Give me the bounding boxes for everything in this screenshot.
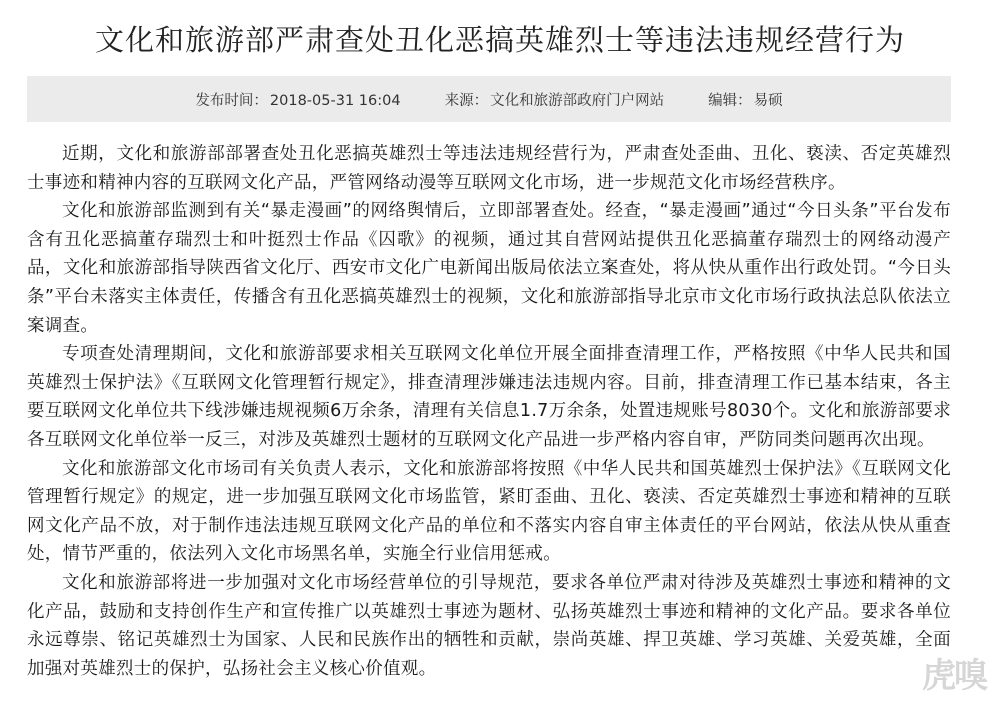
watermark-logo: 虎嗅 <box>922 655 986 696</box>
paragraph-4: 文化和旅游部文化市场司有关负责人表示，文化和旅游部将按照《中华人民共和国英雄烈士保护法》《互联网文化管理暂行规定》的规定，进一步加强互联网文化市场监管，紧盯歪曲、丑化、亵渎、否定英雄烈士事迹和精神的互联网文化产品不放，对于制作违法违规互联网文化产品的单位和不落实内容自审主体责任的平台网站，依法从快从重查处，情节严重的，依法列入文化市场黑名单，实施全行业信用惩戒。 <box>27 458 951 565</box>
article-source <box>445 89 665 110</box>
article-editor <box>708 89 783 110</box>
source-value[interactable]: 文化和旅游部政府门户网站 <box>490 92 665 109</box>
publish-time <box>195 89 400 110</box>
paragraph-2: 文化和旅游部监测到有关“暴走漫画”的网络舆情后，立即部署查处。经查，“暴走漫画”通过“今日头条”平台发布含有丑化恶搞董存瑞烈士和叶挺烈士作品《囚歌》的视频，通过其自营网站提供丑化恶搞董存瑞烈士的网络动漫产品，文化和旅游部指导陕西省文化厅、西安市文化广电新闻出版局依法立案查处，将从快从重作出行政处罚。“今日头条”平台未落实主体责任，传播含有丑化恶搞英雄烈士的视频，文化和旅游部指导北京市文化市场行政执法总队依法立案调查。 <box>27 201 951 336</box>
paragraph-1: 近期，文化和旅游部部署查处丑化恶搞英雄烈士等违法违规经营行为，严肃查处歪曲、丑化、亵渎、否定英雄烈士事迹和精神内容的互联网文化产品，严管网络动漫等互联网文化市场，进一步规范文化市场经营秩序。 <box>27 144 951 193</box>
editor-label: 编辑： <box>708 92 752 109</box>
paragraph-3: 专项查处清理期间，文化和旅游部要求相关互联网文化单位开展全面排查清理工作，严格按照《中华人民共和国英雄烈士保护法》《互联网文化管理暂行规定》，排查清理涉嫌违法违规内容。目前，排查清理工作已基本结束，各主要互联网文化单位共下线涉嫌违规视频6万余条，清理有关信息1.7万余条，处置违规账号8030个。文化和旅游部要求各互联网文化单位举一反三，对涉及英雄烈士题材的互联网文化产品进一步严格内容自审，严防同类问题再次出现。 <box>27 344 951 450</box>
paragraph-5: 文化和旅游部将进一步加强对文化市场经营单位的引导规范，要求各单位严肃对待涉及英雄烈士事迹和精神的文化产品，鼓励和支持创作生产和宣传推广以英雄烈士事迹为题材、弘扬英雄烈士事迹和精神的文化产品。要求各单位永远尊崇、铭记英雄烈士为国家、人民和民族作出的牺牲和贡献，崇尚英雄、捍卫英雄、学习英雄、关爱英雄，全面加强对英雄烈士的保护，弘扬社会主义核心价值观。 <box>27 572 951 679</box>
publish-time-value: 2018-05-31 16:04 <box>269 92 401 109</box>
article-title: 文化和旅游部严肃查处丑化恶搞英雄烈士等违法违规经营行为 <box>94 23 905 57</box>
article-meta-bar <box>27 76 951 122</box>
source-label: 来源： <box>444 92 489 109</box>
publish-time-label: 发布时间： <box>195 92 268 109</box>
editor-value: 易硕 <box>753 92 783 109</box>
article-body <box>27 140 951 683</box>
